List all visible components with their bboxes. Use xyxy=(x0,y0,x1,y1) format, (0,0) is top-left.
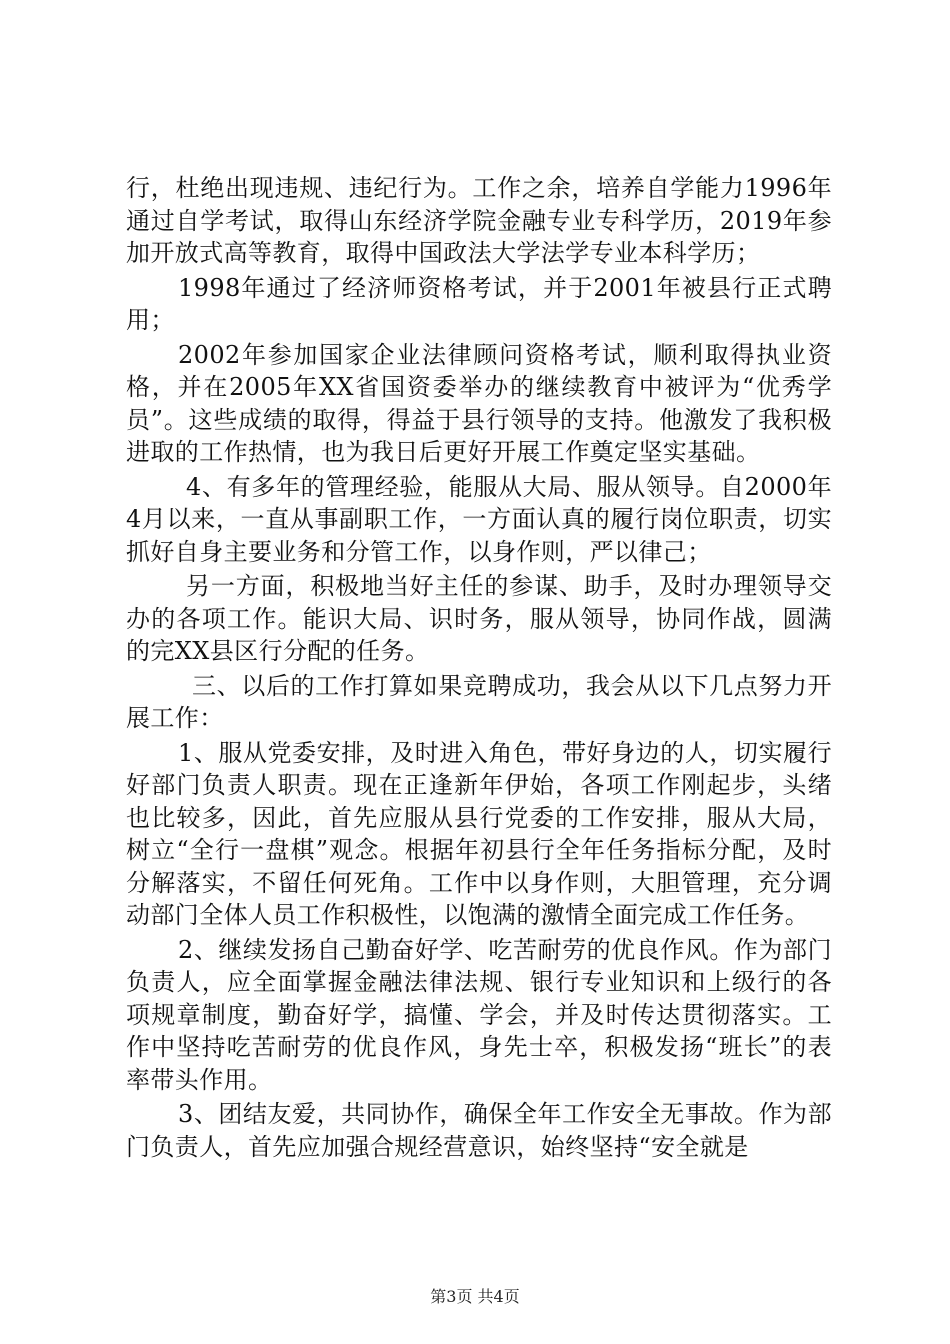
paragraph-economist-qualification: 1998年通过了经济师资格考试，并于2001年被县行正式聘用； xyxy=(126,273,832,334)
paragraph-plan-2: 2、继续发扬自己勤奋好学、吃苦耐劳的优良作风。作为部门负责人，应全面掌握金融法律法规、银行专业知识和上级行的各项规章制度，勤奋好学，搞懂、学会，并及时传达贯彻落实。工作中坚持吃苦耐劳的优良作风，身先士卒，积极发扬“班长”的表率带头作用。 xyxy=(126,935,832,1094)
document-body xyxy=(126,172,832,1163)
paragraph-assist-director: 另一方面，积极地当好主任的参谋、助手，及时办理领导交办的各项工作。能识大局、识时务，服从领导，协同作战，圆满的完XX县区行分配的任务。 xyxy=(126,572,832,665)
paragraph-plan-1: 1、服从党委安排，及时进入角色，带好身边的人，切实履行好部门负责人职责。现在正逢新年伊始，各项工作刚起步，头绪也比较多，因此，首先应服从县行党委的工作安排，服从大局，树立“全行一盘棋”观念。根据年初县行全年任务指标分配，及时分解落实，不留任何死角。工作中以身作则，大胆管理，充分调动部门全体人员工作积极性，以饱满的激情全面完成工作任务。 xyxy=(126,738,832,929)
paragraph-plan-3: 3、团结友爱，共同协作，确保全年工作安全无事故。作为部门负责人，首先应加强合规经营意识，始终坚持“安全就是 xyxy=(126,1100,832,1161)
paragraph-management-experience: 4、有多年的管理经验，能服从大局、服从领导。自2000年4月以来，一直从事副职工作，一方面认真的履行岗位职责，切实抓好自身主要业务和分管工作，以身作则，严以律己； xyxy=(126,472,832,566)
paragraph-legal-advisor-qualification: 2002年参加国家企业法律顾问资格考试，顺利取得执业资格，并在2005年XX省国资委举办的继续教育中被评为“优秀学员”。这些成绩的取得，得益于县行领导的支持。他激发了我积极进取的工作热情，也为我日后更好开展工作奠定坚实基础。 xyxy=(126,340,832,466)
section-heading-future-plans: 三、以后的工作打算如果竞聘成功，我会从以下几点努力开展工作： xyxy=(126,671,832,732)
page-number-footer: 第3页 共4页 xyxy=(430,1287,520,1306)
paragraph-self-study: 行，杜绝出现违规、违纪行为。工作之余，培养自学能力1996年通过自学考试，取得山东经济学院金融专业专科学历，2019年参加开放式高等教育，取得中国政法大学法学专业本科学历； xyxy=(126,174,832,267)
